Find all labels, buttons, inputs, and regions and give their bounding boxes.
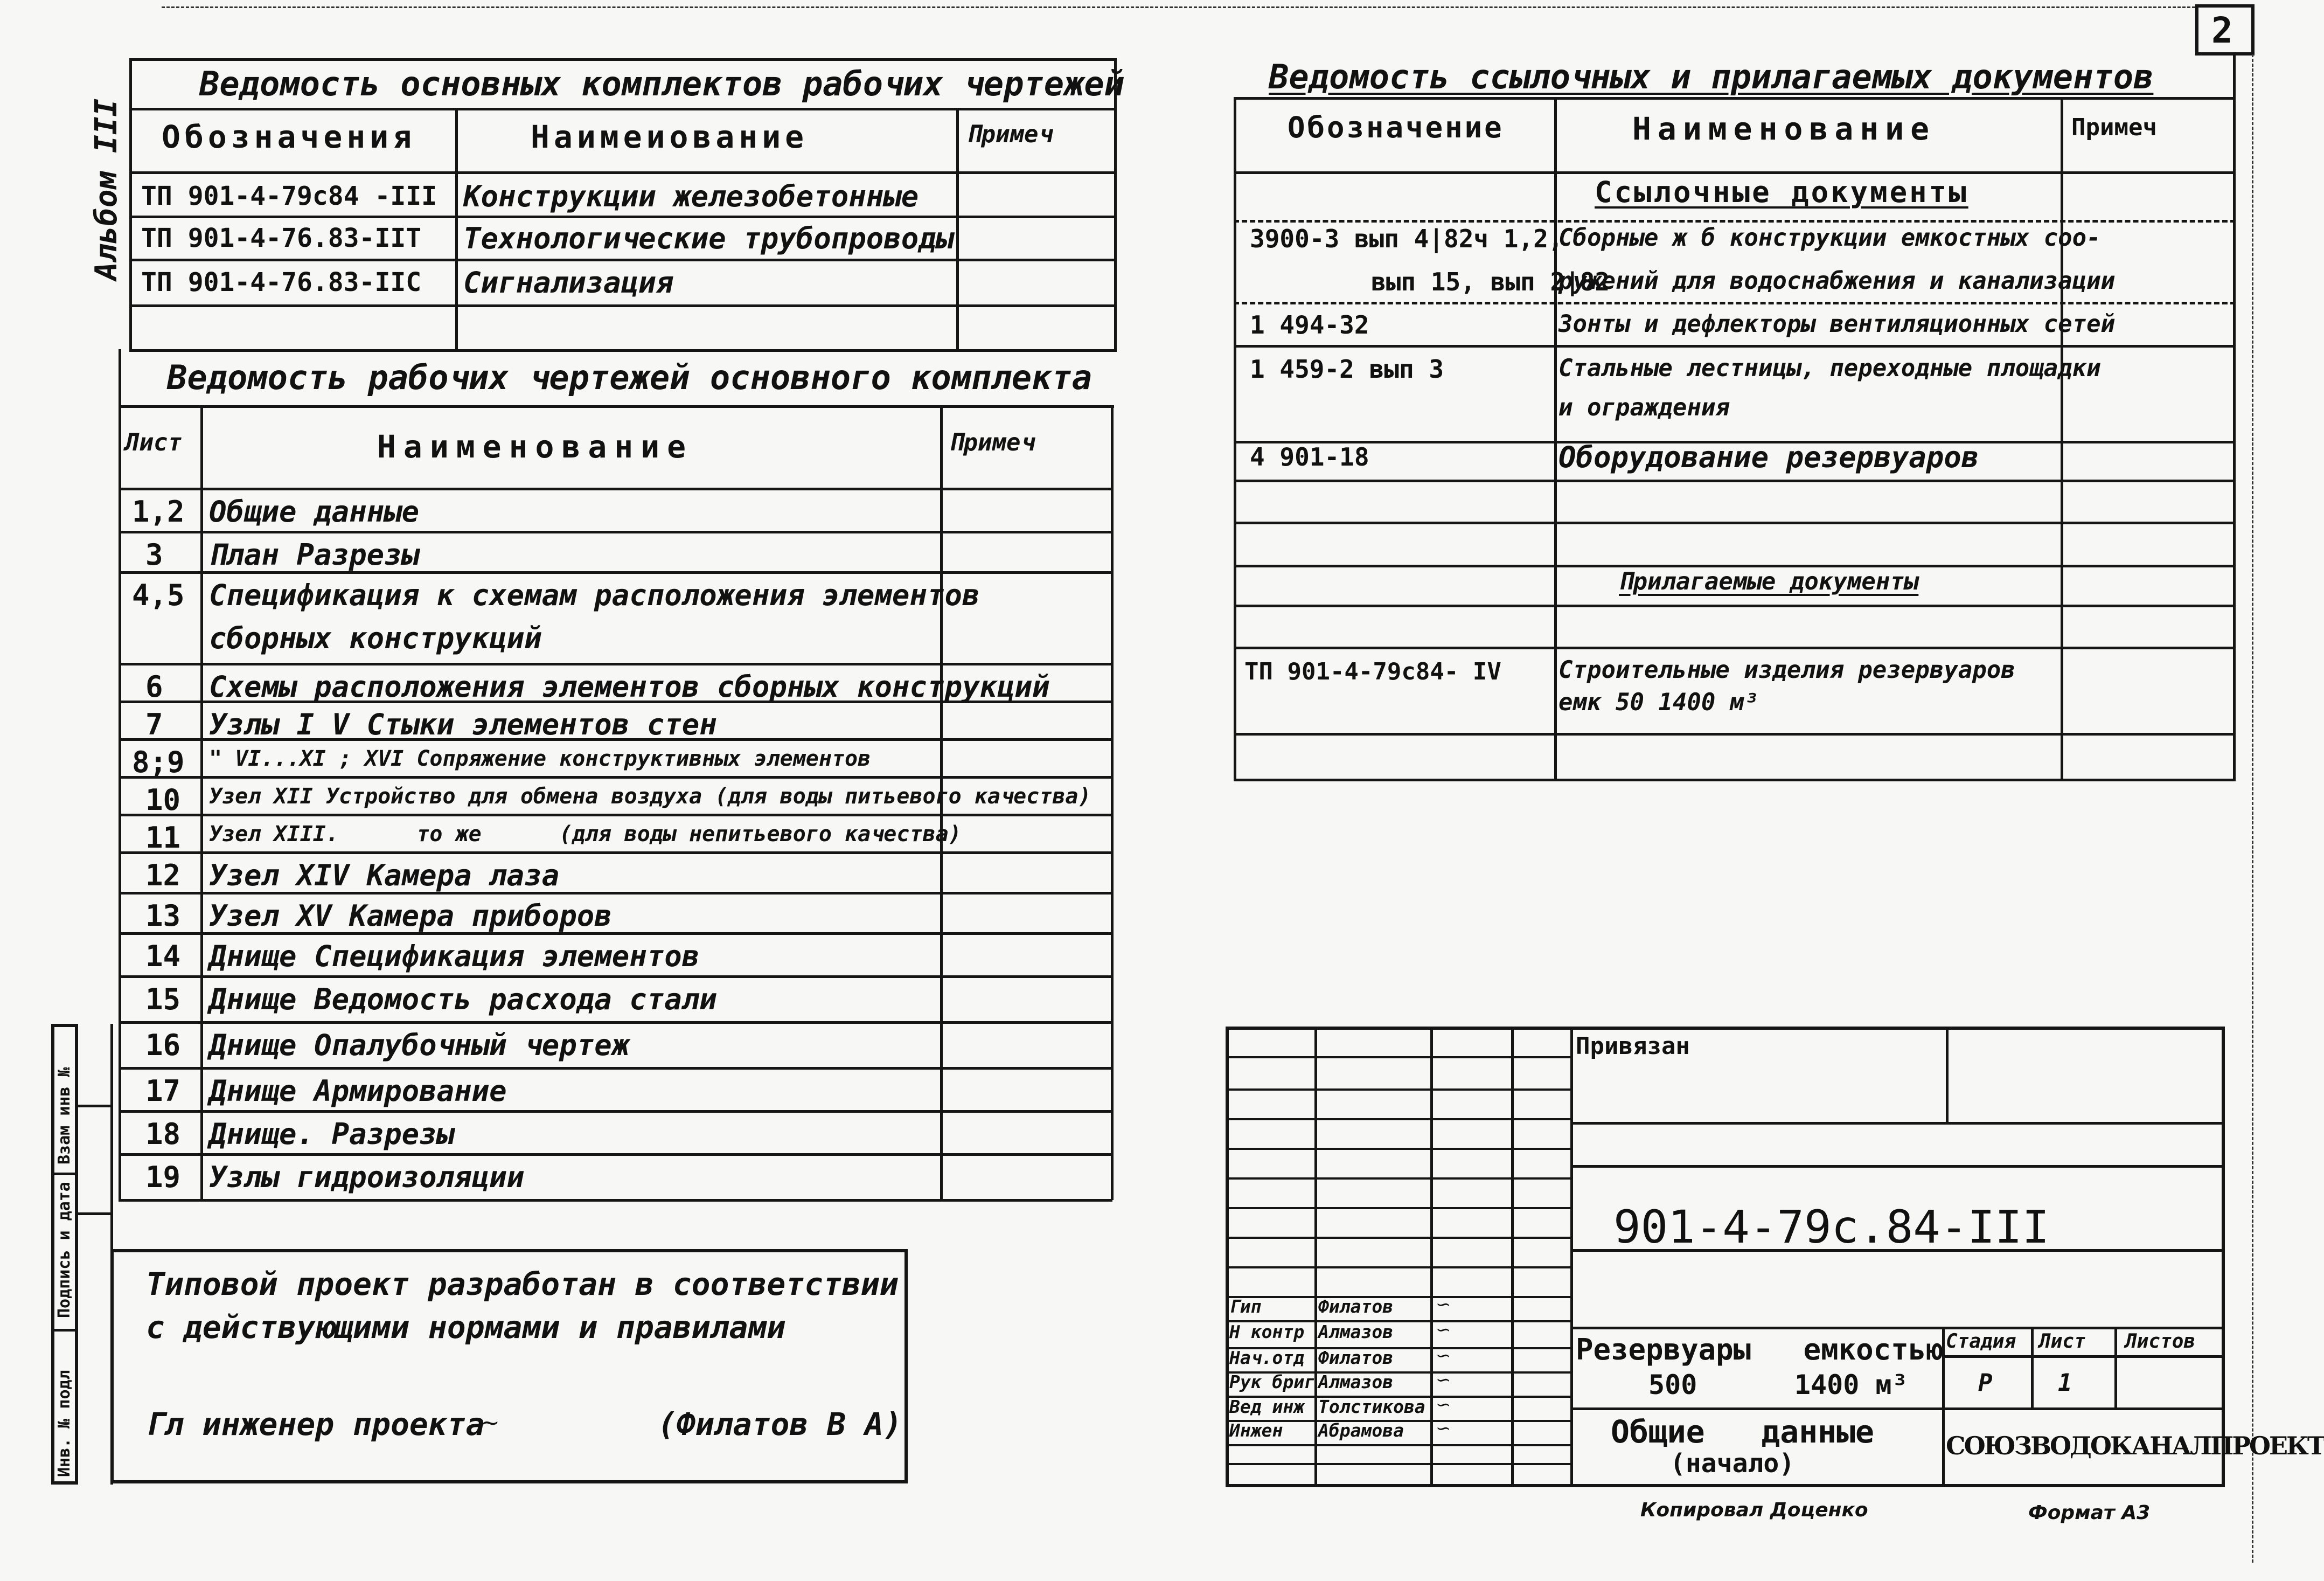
row-sheet: 14 bbox=[145, 939, 181, 973]
divider bbox=[1111, 405, 1114, 1200]
album-label: Альбом III bbox=[89, 98, 124, 280]
divider bbox=[1570, 1327, 2223, 1329]
object-name-line-2: 500 1400 м³ bbox=[1648, 1369, 1908, 1400]
row-name: Сигнализация bbox=[463, 266, 674, 300]
row-name: Днище Опалубочный чертеж bbox=[209, 1028, 630, 1062]
row-name: Узел XV Камера приборов bbox=[209, 899, 612, 933]
divider bbox=[119, 531, 1112, 533]
sheets-label: Листов bbox=[2125, 1330, 2196, 1353]
row-name: Днище. Разрезы bbox=[209, 1117, 455, 1151]
side-stamp bbox=[51, 1024, 78, 1485]
row-sheet: 7 bbox=[145, 708, 163, 741]
row-code: 4 901-18 bbox=[1250, 442, 1369, 471]
section-referenced: Ссылочные документы bbox=[1595, 175, 1968, 209]
divider bbox=[1942, 1355, 2223, 1358]
row-name-line2: ружений для водоснабжения и канализации bbox=[1558, 267, 2116, 295]
row-sheet: 4,5 bbox=[132, 578, 185, 612]
divider bbox=[119, 738, 1112, 741]
sheet-value: 1 bbox=[2058, 1369, 2072, 1397]
divider bbox=[1234, 302, 2236, 304]
divider bbox=[1234, 220, 2236, 223]
divider bbox=[129, 171, 1115, 174]
right-border bbox=[2252, 54, 2253, 1563]
divider bbox=[200, 405, 203, 1200]
row-name: Днище Спецификация элементов bbox=[209, 939, 700, 973]
divider bbox=[119, 1021, 1112, 1024]
col-header-name: Наимеиование bbox=[531, 119, 809, 155]
divider bbox=[1226, 1207, 1570, 1209]
row-name-line2: емк 50 1400 м³ bbox=[1558, 689, 1758, 716]
divider bbox=[119, 571, 1112, 574]
divider bbox=[119, 975, 1112, 978]
row-name: План Разрезы bbox=[209, 538, 420, 572]
col-header-note: Примеч bbox=[2071, 114, 2157, 141]
signature: ∽ bbox=[1436, 1418, 1451, 1439]
divider bbox=[54, 1173, 76, 1175]
col-header-note: Примеч bbox=[949, 429, 1035, 456]
row-code-line2: вып 15, вып 2|82 bbox=[1371, 267, 1610, 296]
engineer-label: Гл инженер проекта bbox=[146, 1406, 485, 1443]
signature: ∽ bbox=[1436, 1294, 1451, 1315]
divider bbox=[1234, 480, 2236, 482]
row-name: Днище Армирование bbox=[209, 1074, 507, 1108]
row-sheet: 18 bbox=[145, 1117, 181, 1151]
divider bbox=[2233, 54, 2236, 781]
references-title: Ведомость ссылочных и прилагаемых документов bbox=[1269, 57, 2154, 96]
row-name: Узлы I V Стыки элементов стен bbox=[209, 708, 717, 741]
divider bbox=[119, 405, 1114, 408]
divider bbox=[1570, 1165, 2223, 1168]
divider bbox=[119, 701, 1112, 703]
row-code: 3900-3 вып 4|82ч 1,2, bbox=[1250, 224, 1563, 253]
row-name: Днище Ведомость расхода стали bbox=[209, 982, 717, 1016]
divider bbox=[1430, 1027, 1433, 1487]
signer-name: Абрамова bbox=[1318, 1420, 1404, 1441]
signer-role: Вед инж bbox=[1229, 1396, 1305, 1417]
divider bbox=[1226, 1056, 1570, 1058]
signature: ∽ bbox=[1436, 1319, 1451, 1341]
divider bbox=[1226, 1148, 1570, 1150]
row-name: Узел XIII. то же (для воды непитьевого качества) bbox=[209, 822, 962, 847]
divider bbox=[119, 663, 1112, 665]
divider bbox=[1511, 1027, 1514, 1487]
divider bbox=[132, 58, 1115, 61]
divider bbox=[455, 108, 458, 350]
divider bbox=[2031, 1327, 2034, 1409]
object-name-line-1: Резервуары емкостью bbox=[1576, 1333, 1944, 1367]
divider bbox=[119, 892, 1112, 894]
divider bbox=[1570, 1407, 2223, 1410]
divider bbox=[129, 108, 1115, 110]
signer-name: Алмазов bbox=[1318, 1371, 1394, 1392]
main-sets-title: Ведомость основных комплектов рабочих чертежей bbox=[199, 64, 1125, 103]
row-name: Конструкции железобетонные bbox=[463, 179, 919, 213]
note-box bbox=[110, 1249, 908, 1483]
divider bbox=[78, 1212, 110, 1215]
divider bbox=[1234, 171, 2236, 174]
divider bbox=[1570, 1249, 2223, 1252]
drawings-title: Ведомость рабочих чертежей основного комплекта bbox=[167, 358, 1093, 397]
row-name: Спецификация к схемам расположения элементов bbox=[209, 578, 980, 612]
sheet-label: Лист bbox=[2039, 1330, 2086, 1353]
divider bbox=[956, 108, 959, 350]
paper-format: Формат А3 bbox=[2028, 1502, 2151, 1524]
signer-name: Толстикова bbox=[1318, 1396, 1425, 1417]
row-code: ТП 901-4-76.83-IIТ bbox=[141, 223, 422, 253]
divider bbox=[1226, 1088, 1570, 1091]
divider bbox=[54, 1329, 76, 1332]
row-code: ТП 901-4-79с84 -III bbox=[141, 181, 437, 211]
row-sheet: 6 bbox=[145, 670, 163, 704]
row-sheet: 16 bbox=[145, 1028, 181, 1062]
divider bbox=[119, 932, 1112, 935]
signer-name: Филатов bbox=[1318, 1347, 1394, 1368]
divider bbox=[1226, 1463, 1570, 1465]
row-sheet: 10 bbox=[145, 783, 181, 817]
divider bbox=[1226, 1296, 1570, 1298]
row-code: 1 459-2 вып 3 bbox=[1250, 355, 1444, 384]
divider bbox=[119, 349, 121, 1201]
divider bbox=[1234, 733, 2236, 736]
row-name: Строительные изделия резервуаров bbox=[1558, 656, 2015, 684]
divider bbox=[129, 304, 1115, 307]
note-line-2: с действующими нормами и правилами bbox=[146, 1309, 786, 1346]
signer-role: Гип bbox=[1229, 1296, 1262, 1317]
divider bbox=[119, 814, 1112, 816]
row-code: ТП 901-4-79с84- IV bbox=[1244, 658, 1501, 685]
row-name: Узлы гидроизоляции bbox=[209, 1160, 525, 1194]
signer-role: Рук бриг bbox=[1229, 1371, 1315, 1392]
divider bbox=[129, 216, 1115, 218]
divider bbox=[119, 1067, 1112, 1070]
col-header-sheet: Лист bbox=[125, 429, 182, 456]
row-sheet: 13 bbox=[145, 899, 181, 933]
divider bbox=[1570, 1122, 2223, 1125]
divider bbox=[1234, 522, 2236, 524]
row-sheet: 17 bbox=[145, 1074, 181, 1108]
signature: ∽ bbox=[1436, 1345, 1451, 1367]
side-stamp-sign-date: Подпись и дата bbox=[55, 1182, 74, 1318]
divider bbox=[1314, 1027, 1317, 1487]
row-name-line2: сборных конструкций bbox=[209, 621, 542, 655]
privyazan-label: Привязан bbox=[1576, 1032, 1690, 1060]
side-stamp-inv-no: Инв. № подл bbox=[55, 1370, 74, 1477]
row-name: Узел XIV Камера лаза bbox=[209, 858, 560, 892]
divider bbox=[119, 1110, 1112, 1113]
row-name: Технологические трубопроводы bbox=[463, 221, 954, 255]
divider bbox=[1226, 1237, 1570, 1239]
divider bbox=[78, 1105, 110, 1107]
divider bbox=[1946, 1027, 1949, 1124]
divider bbox=[2061, 97, 2063, 781]
row-name: Схемы расположения элементов сборных конструкций bbox=[209, 670, 1050, 704]
row-name: Стальные лестницы, переходные площадки bbox=[1558, 355, 2101, 382]
signer-role: Инжен bbox=[1229, 1420, 1283, 1441]
top-border bbox=[162, 6, 2195, 8]
stage-label: Стадия bbox=[1946, 1330, 2016, 1353]
signature: ∽ bbox=[1436, 1394, 1451, 1416]
divider bbox=[1942, 1327, 1945, 1487]
row-name: Сборные ж б конструкции емкостных соо- bbox=[1558, 224, 2101, 252]
row-name: Зонты и дефлекторы вентиляционных сетей bbox=[1558, 310, 2116, 338]
engineer-name: (Филатов В А) bbox=[658, 1406, 902, 1443]
row-sheet: 11 bbox=[145, 821, 181, 855]
row-name: Узел XII Устройство для обмена воздуха (для воды питьевого качества) bbox=[209, 784, 1091, 809]
row-name-line2: и ограждения bbox=[1558, 394, 1730, 421]
divider bbox=[1234, 97, 1236, 781]
row-name: Оборудование резервуаров bbox=[1558, 440, 1979, 474]
note-line-1: Типовой проект разработан в соответствии bbox=[146, 1266, 899, 1302]
row-sheet: 3 bbox=[145, 538, 163, 572]
divider bbox=[1554, 97, 1557, 781]
divider bbox=[129, 349, 1115, 352]
row-sheet: 19 bbox=[145, 1160, 181, 1194]
divider bbox=[1234, 97, 2236, 100]
col-header-note: Примеч bbox=[967, 121, 1053, 148]
signer-name: Алмазов bbox=[1318, 1321, 1394, 1342]
divider bbox=[119, 776, 1112, 779]
row-sheet: 8;9 bbox=[132, 745, 185, 779]
copied-by: Копировал Доценко bbox=[1640, 1499, 1868, 1521]
divider bbox=[1226, 1177, 1570, 1180]
row-sheet: 1,2 bbox=[132, 495, 185, 529]
divider bbox=[119, 851, 1112, 854]
organization-name: СОЮЗВОДОКАНАЛПРОЕКТ bbox=[1946, 1431, 2324, 1460]
document-code: 901-4-79с.84-III bbox=[1613, 1201, 2050, 1253]
divider bbox=[1234, 647, 2236, 649]
divider bbox=[119, 1199, 1112, 1202]
divider bbox=[1234, 345, 2236, 348]
page-number-box bbox=[2195, 4, 2255, 56]
row-code: ТП 901-4-76.83-IIС bbox=[141, 267, 422, 297]
divider bbox=[1234, 565, 2236, 567]
side-stamp-column bbox=[110, 1024, 113, 1485]
divider bbox=[129, 259, 1115, 261]
row-name: Общие данные bbox=[209, 495, 420, 529]
divider bbox=[1226, 1266, 1570, 1268]
divider bbox=[119, 488, 1112, 490]
stage-value: Р bbox=[1978, 1369, 1993, 1397]
sheet-title: Общие данные bbox=[1611, 1413, 1874, 1450]
section-attached: Прилагаемые документы bbox=[1619, 568, 1919, 595]
sheet-subtitle: (начало) bbox=[1670, 1448, 1795, 1479]
row-name: " VI...XI ; XVI Сопряжение конструктивных элементов bbox=[209, 746, 871, 771]
divider bbox=[2114, 1327, 2117, 1409]
engineer-signature: ~ bbox=[480, 1409, 500, 1437]
divider bbox=[129, 58, 132, 352]
divider bbox=[1226, 1444, 1570, 1446]
divider bbox=[1570, 1027, 1573, 1487]
divider bbox=[1234, 779, 2236, 781]
col-header-name: Наименование bbox=[377, 428, 694, 465]
page-number: 2 bbox=[2211, 10, 2233, 51]
side-stamp-replace-inv: Взам инв № bbox=[55, 1067, 74, 1164]
signer-role: Нач.отд bbox=[1229, 1347, 1305, 1368]
col-header-code: Обозначение bbox=[1288, 110, 1504, 144]
row-sheet: 12 bbox=[145, 858, 181, 892]
row-code: 1 494-32 bbox=[1250, 310, 1369, 339]
col-header-code: Обозначения bbox=[162, 119, 416, 155]
signature: ∽ bbox=[1436, 1369, 1451, 1391]
col-header-name: Наименование bbox=[1632, 110, 1936, 147]
divider bbox=[119, 1153, 1112, 1156]
row-sheet: 15 bbox=[145, 982, 181, 1016]
signer-role: Н контр bbox=[1229, 1321, 1305, 1342]
divider bbox=[1226, 1118, 1570, 1120]
signer-name: Филатов bbox=[1318, 1296, 1394, 1317]
divider bbox=[1234, 605, 2236, 607]
